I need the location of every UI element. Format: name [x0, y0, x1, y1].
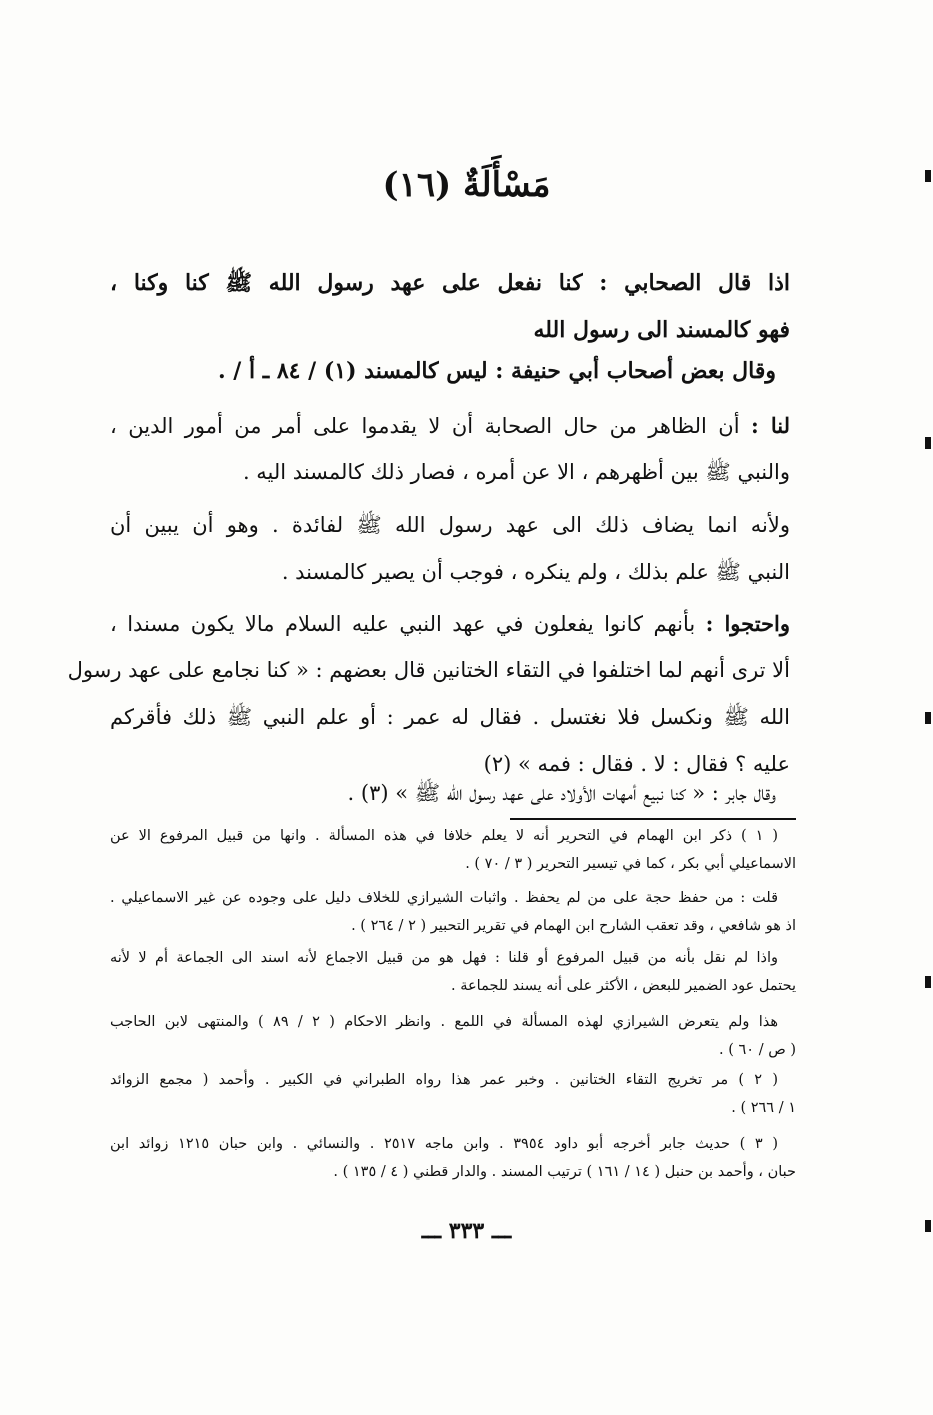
footnote-line: ( ص / ٦٠ ) .	[719, 1042, 796, 1058]
argument-line: ألا ترى أنهم لما اختلفوا في التقاء الختانين قال بعضهم : « كنا نجامع على عهد رسول	[67, 658, 790, 682]
lana-text: أن الظاهر من حال الصحابة أن لا يقدموا على أمر من أمور الدين ،	[110, 414, 740, 438]
footnotes	[110, 944, 796, 1000]
footnotes	[110, 1066, 796, 1122]
proof-line: ولأنه انما يضاف ذلك الى عهد رسول الله ﷺ لفائدة . وهو أن يبين أن	[110, 513, 790, 537]
ihtajju-text: بأنهم كانوا يفعلون في عهد النبي عليه السلام مالا يكون مسندا ،	[110, 612, 696, 636]
jabir-line: وقال جابر : « كنا نبيع أمهات الأولاد على عهد رسول الله ﷺ » (٣) .	[347, 781, 776, 805]
lana-keyword: لنا :	[751, 413, 790, 438]
argument-line: الله ﷺ ونكسل فلا نغتسل . فقال له عمر : أو علم النبي ﷺ ذلك فأقركم	[110, 705, 790, 729]
footnote-line: ( ٣ ) حديث جابر أخرجه أبو داود ٣٩٥٤ . وابن ماجه ٢٥١٧ . والنسائي . وابن حبان ١٢١٥ زوائد ابن	[110, 1136, 778, 1152]
argument-line	[110, 600, 790, 647]
ihtajju-keyword: واحتجوا :	[705, 611, 790, 636]
scan-margin-mark	[925, 1220, 931, 1232]
proof-line: والنبي ﷺ بين أظهرهم ، الا عن أمره ، فصار ذلك كالمسند اليه .	[242, 460, 790, 484]
jabir-report	[110, 770, 790, 817]
footnote-line: ( ١ ) ذكر ابن الهمام في التحرير أنه لا يعلم خلافا في هذه المسألة . وانها من قبيل المرفوع الا عن	[110, 828, 778, 844]
footnote-line: حبان ، وأحمد بن حنبل ( ١٤ / ١٦١ ) ترتيب المسند . والدار قطني ( ٤ / ١٣٥ ) .	[333, 1164, 796, 1180]
footnote-line: واذا لم نقل بأنه من قبيل المرفوع أو قلنا : فهل هو من قبيل الاجماع لأنه اسند الى الجماعة أم لا لأنه	[110, 950, 778, 966]
footnotes	[110, 1130, 796, 1186]
footnote-separator	[510, 818, 796, 820]
proof-line: النبي ﷺ علم بذلك ، ولم ينكره ، فوجب أن يصير كالمسند .	[281, 560, 790, 584]
argument-line: عليه ؟ فقال : لا . فقال : فمه » (٢)	[483, 752, 790, 776]
scan-margin-mark	[925, 976, 931, 988]
hanafi-opinion	[110, 348, 790, 395]
scan-margin-mark	[925, 170, 931, 182]
footnote-line: الاسماعيلي أبي بكر ، كما في تيسير التحرير ( ٣ / ٧٠ ) .	[465, 856, 796, 872]
scan-margin-mark	[925, 437, 931, 449]
page-number: ـــ ٣٣٣ ـــ	[421, 1218, 512, 1244]
footnote-line: يحتمل عود الضمير للبعض ، الأكثر على أنه يسند للجماعة .	[451, 978, 796, 994]
issue-thesis	[110, 260, 790, 354]
footnote-line: اذ هو شافعي ، وقد تعقب الشارح ابن الهمام في تقرير التحبير ( ٢ / ٢٦٤ ) .	[351, 918, 796, 934]
footnote-line: ١ / ٢٦٦ ) .	[731, 1100, 796, 1116]
second-proof	[110, 502, 790, 596]
opponents-argument	[67, 600, 790, 788]
footnote-line: هذا ولم يتعرض الشيرازي لهذه المسألة في اللمع . وانظر الاحكام ( ٢ / ٨٩ ) والمنتهى لابن الحاجب	[110, 1014, 779, 1030]
proof-line	[110, 402, 790, 449]
thesis-line: فهو كالمسند الى رسول الله	[533, 317, 790, 343]
thesis-line: اذا قال الصحابي : كنا نفعل على عهد رسول الله ﷺ كنا وكنا ،	[110, 270, 790, 296]
footnote-line: ( ٢ ) مر تخريج التقاء الختانين . وخبر عمر هذا رواه الطبراني في الكبير . وأحمد ( مجمع الزوائد	[110, 1072, 778, 1088]
footnote-line: قلت : من حفظ حجة على من لم يحفظ . واثبات الشيرازي للخلاف دليل على وجوده عن غير الاسماعيلي .	[110, 890, 778, 906]
footnotes	[110, 884, 796, 940]
footnotes	[110, 1008, 796, 1064]
hanafi-line: وقال بعض أصحاب أبي حنيفة : ليس كالمسند (١) / ٨٤ ـ أ / .	[217, 358, 776, 384]
issue-heading: مَسْأَلَةٌ (١٦)	[382, 165, 551, 205]
proof-lana	[110, 402, 790, 496]
scan-margin-mark	[925, 712, 931, 724]
footnotes	[110, 822, 796, 878]
